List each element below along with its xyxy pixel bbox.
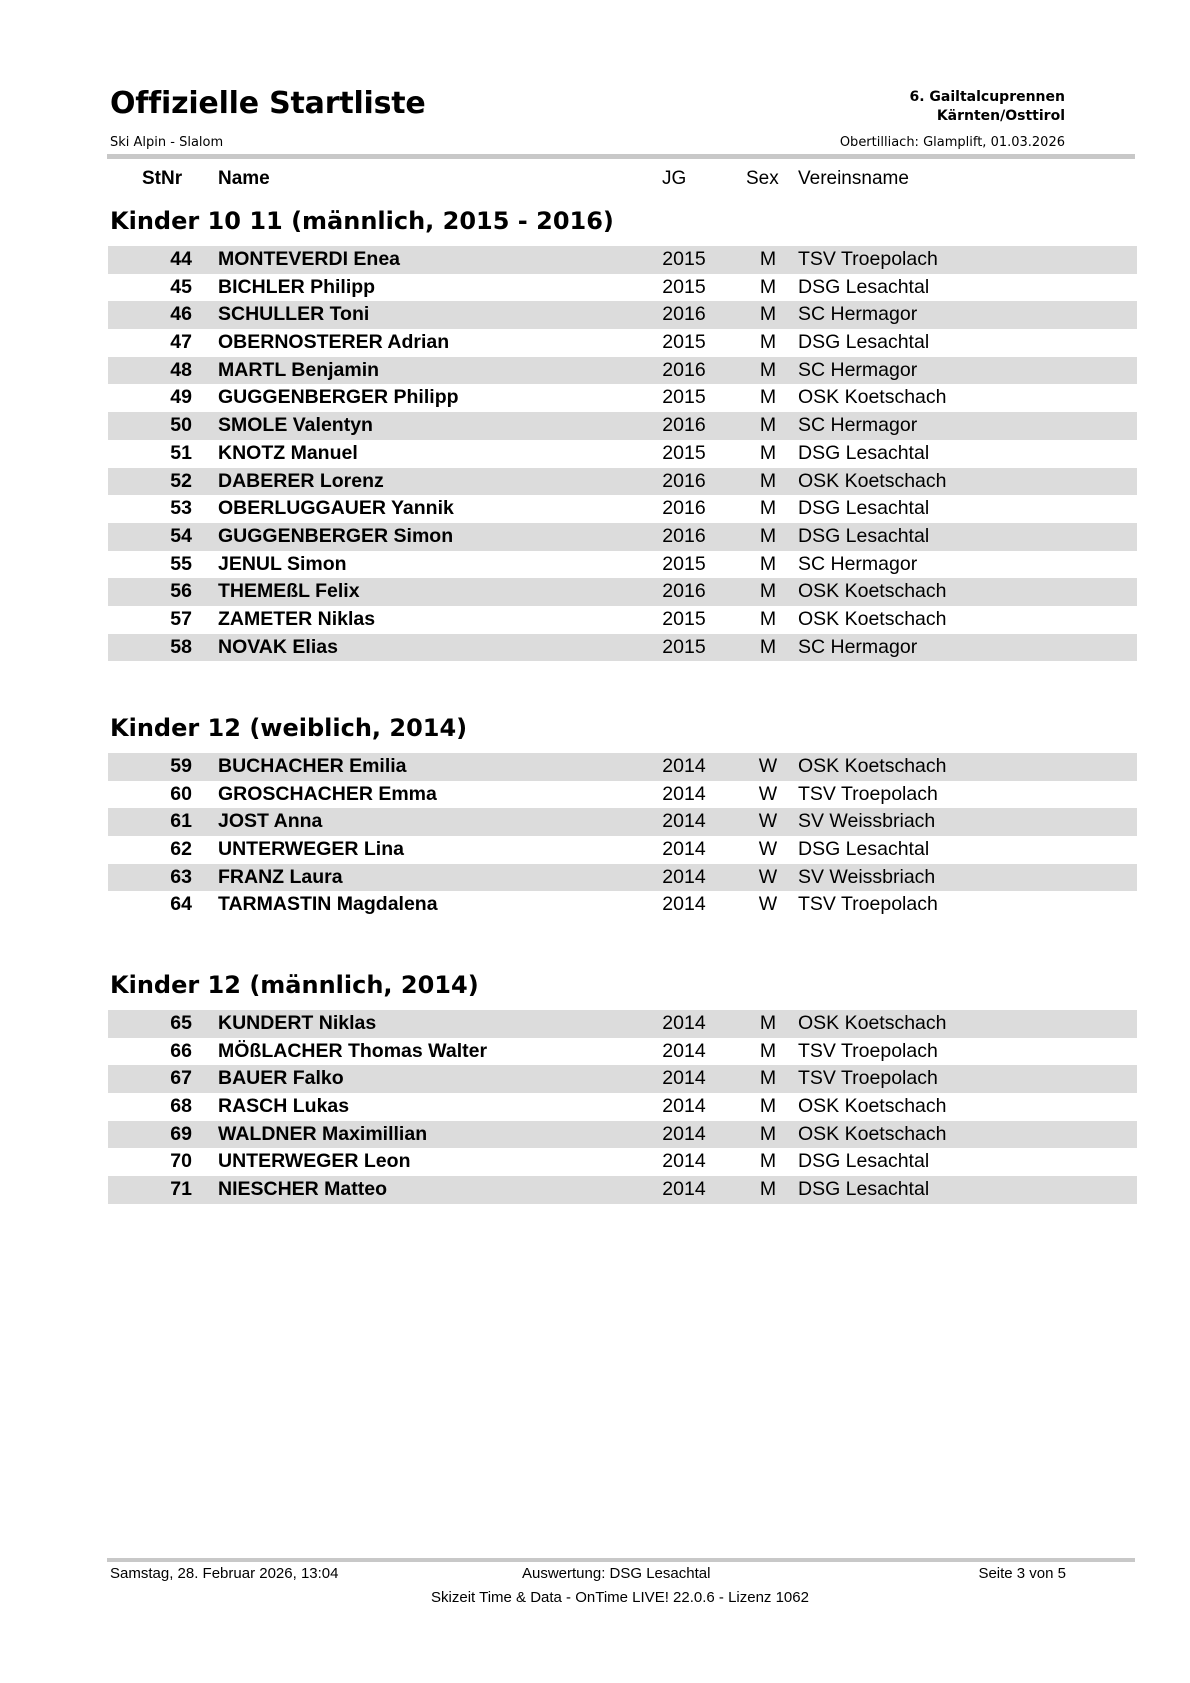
table-row [108, 1176, 1137, 1204]
cell-verein: OSK Koetschach [798, 386, 947, 409]
cell-stnr: 53 [170, 497, 192, 520]
column-header-stnr: StNr [142, 168, 183, 189]
cell-jg: 2014 [662, 1178, 706, 1201]
table-row [108, 634, 1137, 662]
cell-sex: M [759, 497, 777, 520]
cell-verein: OSK Koetschach [798, 1095, 947, 1118]
cell-jg: 2015 [662, 552, 706, 575]
cell-verein: DSG Lesachtal [798, 838, 930, 861]
table-row [108, 1148, 1137, 1176]
cell-stnr: 69 [170, 1122, 192, 1145]
cell-verein: SC Hermagor [798, 303, 918, 326]
cell-jg: 2015 [662, 331, 706, 354]
cell-stnr: 52 [170, 469, 192, 492]
cell-jg: 2014 [662, 1012, 706, 1034]
table-row [108, 412, 1137, 440]
table-row [108, 329, 1137, 357]
cell-name: GROSCHACHER Emma [218, 782, 437, 805]
footer-evaluation: Auswertung: DSG Lesachtal [522, 1565, 711, 1582]
footer-divider [107, 1558, 1135, 1562]
cell-sex: M [759, 386, 777, 409]
table-row [108, 274, 1137, 302]
cell-verein: TSV Troepolach [798, 248, 938, 270]
cell-jg: 2014 [662, 1150, 706, 1173]
cell-jg: 2014 [662, 782, 706, 805]
table-row [108, 440, 1137, 468]
table-row [108, 1121, 1137, 1149]
cell-stnr: 68 [170, 1095, 192, 1118]
cell-stnr: 57 [170, 607, 192, 630]
cell-sex: M [759, 1150, 777, 1173]
cell-stnr: 49 [170, 386, 192, 409]
cell-verein: DSG Lesachtal [798, 275, 930, 298]
cell-name: GUGGENBERGER Simon [218, 524, 454, 547]
cell-sex: M [759, 1067, 777, 1090]
cell-stnr: 44 [170, 248, 192, 270]
cell-sex: M [759, 607, 777, 630]
discipline: Ski Alpin - Slalom [110, 135, 224, 150]
footer-software: Skizeit Time & Data - OnTime LIVE! 22.0.6 - Lizenz 1062 [431, 1589, 809, 1606]
cell-jg: 2016 [662, 303, 706, 326]
column-header-jg: JG [662, 168, 687, 189]
table-row [108, 1093, 1137, 1121]
cell-name: GUGGENBERGER Philipp [218, 386, 459, 409]
table-row [108, 836, 1137, 864]
table-row [108, 551, 1137, 579]
table-row [108, 468, 1137, 496]
cell-jg: 2015 [662, 248, 706, 270]
event-name: 6. Gailtalcuprennen [909, 89, 1065, 105]
group-table [108, 753, 1137, 919]
table-row [108, 808, 1137, 836]
cell-name: BICHLER Philipp [218, 275, 376, 298]
footer-date: Samstag, 28. Februar 2026, 13:04 [110, 1565, 339, 1582]
cell-jg: 2014 [662, 1122, 706, 1145]
cell-name: MÖßLACHER Thomas Walter [218, 1039, 488, 1062]
cell-jg: 2014 [662, 755, 706, 777]
cell-jg: 2014 [662, 893, 706, 916]
cell-sex: M [759, 1095, 777, 1118]
cell-jg: 2016 [662, 358, 706, 381]
column-header-row [108, 168, 1136, 192]
cell-sex: M [759, 331, 777, 354]
cell-name: NIESCHER Matteo [218, 1178, 388, 1201]
cell-verein: OSK Koetschach [798, 755, 947, 777]
cell-name: MARTL Benjamin [218, 358, 380, 381]
cell-name: BUCHACHER Emilia [218, 755, 407, 777]
table-row [108, 1038, 1137, 1066]
cell-verein: TSV Troepolach [798, 782, 938, 805]
cell-sex: W [758, 893, 778, 916]
table-row [108, 578, 1137, 606]
cell-name: NOVAK Elias [218, 635, 338, 658]
group-table [108, 1010, 1137, 1204]
cell-verein: DSG Lesachtal [798, 1150, 930, 1173]
cell-name: SMOLE Valentyn [218, 414, 373, 437]
column-header-sex: Sex [746, 168, 779, 189]
cell-jg: 2016 [662, 497, 706, 520]
cell-verein: TSV Troepolach [798, 893, 938, 916]
table-row [108, 864, 1137, 892]
table-row [108, 891, 1137, 919]
cell-stnr: 46 [170, 303, 192, 326]
cell-jg: 2016 [662, 580, 706, 603]
cell-sex: M [759, 275, 777, 298]
cell-sex: W [758, 810, 778, 833]
cell-verein: DSG Lesachtal [798, 441, 930, 464]
cell-jg: 2015 [662, 386, 706, 409]
group-table [108, 246, 1137, 661]
cell-jg: 2014 [662, 838, 706, 861]
cell-sex: M [759, 358, 777, 381]
cell-jg: 2015 [662, 441, 706, 464]
cell-verein: SV Weissbriach [798, 810, 936, 833]
table-row [108, 523, 1137, 551]
cell-sex: M [759, 248, 777, 270]
cell-sex: M [759, 441, 777, 464]
cell-stnr: 55 [170, 552, 192, 575]
cell-jg: 2014 [662, 810, 706, 833]
cell-jg: 2014 [662, 865, 706, 888]
cell-verein: OSK Koetschach [798, 469, 947, 492]
cell-name: DABERER Lorenz [218, 469, 384, 492]
column-header-name: Name [218, 168, 270, 189]
group-title: Kinder 12 (männlich, 2014) [110, 971, 479, 999]
cell-jg: 2015 [662, 607, 706, 630]
cell-jg: 2016 [662, 524, 706, 547]
cell-name: UNTERWEGER Lina [218, 838, 404, 861]
cell-stnr: 67 [170, 1067, 192, 1090]
cell-sex: M [759, 1178, 777, 1201]
cell-sex: W [758, 838, 778, 861]
cell-verein: OSK Koetschach [798, 1012, 947, 1034]
header-divider [107, 154, 1135, 159]
cell-sex: W [758, 865, 778, 888]
event-title [910, 88, 1066, 126]
document-title: Offizielle Startliste [110, 86, 426, 121]
cell-jg: 2016 [662, 414, 706, 437]
cell-verein: DSG Lesachtal [798, 1178, 930, 1201]
cell-name: UNTERWEGER Leon [218, 1150, 411, 1173]
cell-sex: M [759, 635, 777, 658]
cell-verein: SV Weissbriach [798, 865, 936, 888]
cell-stnr: 59 [170, 755, 192, 777]
table-row [108, 301, 1137, 329]
cell-jg: 2014 [662, 1067, 706, 1090]
cell-name: SCHULLER Toni [218, 303, 370, 326]
cell-verein: TSV Troepolach [798, 1067, 938, 1090]
cell-stnr: 54 [170, 524, 192, 547]
cell-stnr: 61 [170, 810, 192, 833]
cell-sex: M [759, 1012, 777, 1034]
cell-stnr: 66 [170, 1039, 192, 1062]
cell-stnr: 62 [170, 838, 192, 861]
cell-stnr: 70 [170, 1150, 192, 1173]
cell-sex: M [759, 580, 777, 603]
footer-page-number: Seite 3 von 5 [978, 1565, 1066, 1582]
cell-stnr: 48 [170, 358, 192, 381]
cell-sex: W [758, 755, 778, 777]
cell-sex: M [759, 552, 777, 575]
venue-date: Obertilliach: Glamplift, 01.03.2026 [839, 135, 1065, 150]
cell-name: KUNDERT Niklas [218, 1012, 377, 1034]
table-row [108, 357, 1137, 385]
cell-jg: 2014 [662, 1039, 706, 1062]
cell-sex: M [759, 1039, 777, 1062]
cell-verein: OSK Koetschach [798, 580, 947, 603]
table-row [108, 606, 1137, 634]
cell-jg: 2014 [662, 1095, 706, 1118]
cell-sex: W [758, 782, 778, 805]
cell-stnr: 63 [170, 865, 192, 888]
cell-name: FRANZ Laura [218, 865, 343, 888]
column-header-verein: Vereinsname [798, 168, 909, 189]
cell-verein: TSV Troepolach [798, 1039, 938, 1062]
cell-verein: OSK Koetschach [798, 607, 947, 630]
group-title: Kinder 10 11 (männlich, 2015 - 2016) [110, 207, 614, 235]
cell-stnr: 56 [170, 580, 192, 603]
cell-jg: 2016 [662, 469, 706, 492]
cell-name: MONTEVERDI Enea [218, 248, 401, 270]
cell-jg: 2015 [662, 635, 706, 658]
cell-sex: M [759, 414, 777, 437]
table-row [108, 1010, 1137, 1038]
cell-name: BAUER Falko [218, 1067, 344, 1090]
cell-verein: SC Hermagor [798, 635, 918, 658]
table-row [108, 384, 1137, 412]
cell-name: KNOTZ Manuel [218, 441, 358, 464]
cell-name: THEMEßL Felix [218, 580, 360, 603]
cell-verein: SC Hermagor [798, 358, 918, 381]
cell-name: WALDNER Maximillian [218, 1122, 428, 1145]
cell-name: OBERNOSTERER Adrian [218, 331, 450, 354]
event-region: Kärnten/Osttirol [936, 108, 1065, 124]
table-row [108, 246, 1137, 274]
cell-stnr: 64 [170, 893, 192, 916]
table-row [108, 781, 1137, 809]
cell-stnr: 45 [170, 275, 192, 298]
cell-stnr: 65 [170, 1012, 192, 1034]
cell-sex: M [759, 1122, 777, 1145]
cell-name: ZAMETER Niklas [218, 607, 376, 630]
cell-stnr: 58 [170, 635, 192, 658]
cell-stnr: 47 [170, 331, 192, 354]
cell-name: JOST Anna [218, 810, 323, 833]
cell-verein: OSK Koetschach [798, 1122, 947, 1145]
cell-name: JENUL Simon [218, 552, 347, 575]
group-title: Kinder 12 (weiblich, 2014) [110, 714, 468, 742]
cell-stnr: 71 [170, 1178, 192, 1201]
cell-sex: M [759, 524, 777, 547]
cell-stnr: 51 [170, 441, 192, 464]
cell-verein: DSG Lesachtal [798, 524, 930, 547]
cell-sex: M [759, 469, 777, 492]
cell-stnr: 60 [170, 782, 192, 805]
cell-verein: DSG Lesachtal [798, 497, 930, 520]
cell-name: TARMASTIN Magdalena [218, 893, 438, 916]
cell-verein: DSG Lesachtal [798, 331, 930, 354]
cell-stnr: 50 [170, 414, 192, 437]
cell-verein: SC Hermagor [798, 552, 918, 575]
cell-sex: M [759, 303, 777, 326]
cell-name: OBERLUGGAUER Yannik [218, 497, 454, 520]
table-row [108, 753, 1137, 781]
cell-verein: SC Hermagor [798, 414, 918, 437]
cell-jg: 2015 [662, 275, 706, 298]
table-row [108, 1065, 1137, 1093]
table-row [108, 495, 1137, 523]
cell-name: RASCH Lukas [218, 1095, 350, 1118]
